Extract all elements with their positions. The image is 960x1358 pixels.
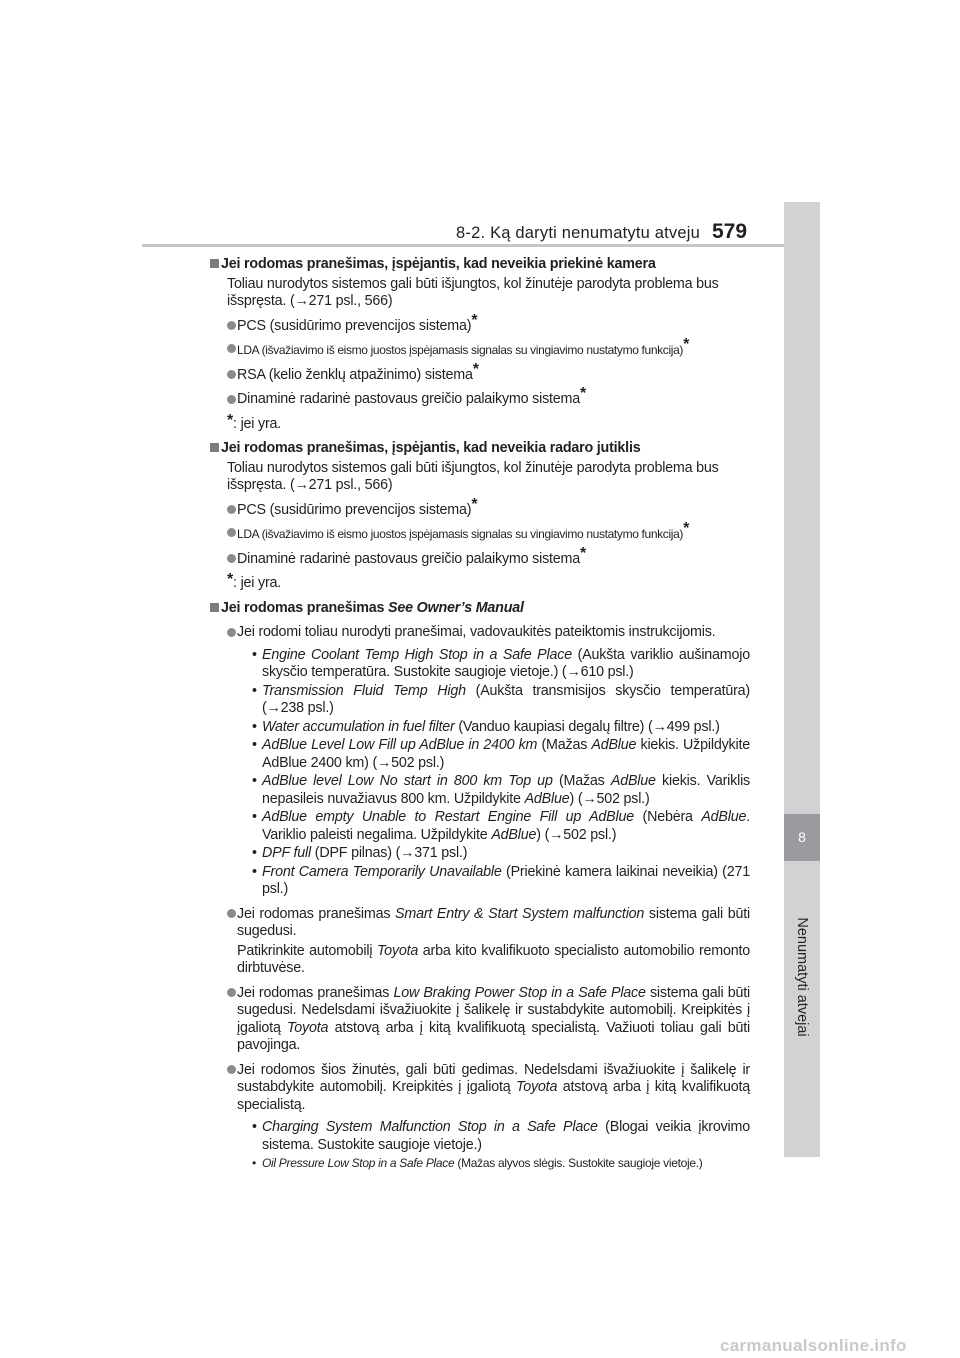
section-heading-see-owners-manual: Jei rodomas pranešimas See Owner’s Manual xyxy=(210,600,750,618)
list-item: LDA (išvažiavimo iš eismo juostos įspėjamasis signalas su vingiavimo nustatymo funkcija)* xyxy=(210,342,750,360)
message-item: • AdBlue empty Unable to Restart Engine Fill up AdBlue (Nebėra AdBlue. Variklio paleisti negalima. Užpildykite AdBlue) (→502 psl.) xyxy=(252,809,750,844)
asterisk-mark: * xyxy=(471,311,478,329)
asterisk-mark: * xyxy=(683,520,689,537)
list-item: PCS (susidūrimo prevencijos sistema)* xyxy=(210,318,750,336)
message-item: • Transmission Fluid Temp High (Aukšta transmisijos skysčio temperatūra) (→238 psl.) xyxy=(252,683,750,718)
message-item: • Oil Pressure Low Stop in a Safe Place (Mažas alyvos slėgis. Sustokite saugioje vietoje.) xyxy=(252,1155,750,1173)
list-item: Jei rodomas pranešimas Low Braking Power Stop in a Safe Place sistema gali būti sugedusi. Nedelsdami išvažiuokite į šalikelę ir sustabdykite automobilį. Kreipkitės į įgaliotą Toyota atstovą arba į kitą kvalifikuotą specialistą. Važiuoti toliau gali būti pavojinga. xyxy=(210,985,750,1055)
list-item: PCS (susidūrimo prevencijos sistema)* xyxy=(210,502,750,520)
section-heading-radar-sensor: Jei rodomas pranešimas, įspėjantis, kad neveikia radaro jutiklis xyxy=(210,440,750,458)
list-item: LDA (išvažiavimo iš eismo juostos įspėjamasis signalas su vingiavimo nustatymo funkcija)* xyxy=(210,526,750,544)
list-item: RSA (kelio ženklų atpažinimo) sistema* xyxy=(210,367,750,385)
asterisk-mark: * xyxy=(580,385,587,402)
message-list xyxy=(210,647,750,899)
list-item: Jei rodomos šios žinutės, gali būti gedimas. Nedelsdami išvažiuokite į šalikelę ir sustabdykite automobilį. Kreipkitės į įgaliotą Toyota atstovą arba į kitą kvalifikuotą specialistą. xyxy=(210,1062,750,1115)
footnote: *: jei yra. xyxy=(227,571,282,591)
section-intro: Toliau nurodytos sistemos gali būti išjungtos, kol žinutėje parodyta problema bus išspręsta. (→271 psl., 566) xyxy=(227,459,719,493)
list-item: Jei rodomas pranešimas Smart Entry & Start System malfunction sistema gali būti sugedusi. Patikrinkite automobilį Toyota arba kito kvalifikuoto specialisto automobilio remonto dirbtuvėse. xyxy=(210,906,750,978)
message-item: • Water accumulation in fuel filter (Vanduo kaupiasi degalų filtre) (→499 psl.) xyxy=(252,719,750,737)
watermark: carmanualsonline.info xyxy=(720,1336,907,1355)
chapter-title: Nenumatyti atvejai xyxy=(794,917,810,1037)
message-item: • Charging System Malfunction Stop in a Safe Place (Blogai veikia įkrovimo sistema. Sustokite saugioje vietoje.) xyxy=(252,1119,750,1154)
asterisk-mark: * xyxy=(580,544,587,562)
chapter-number: 8 xyxy=(784,814,820,861)
section-intro: Toliau nurodytos sistemos gali būti išjungtos, kol žinutėje parodyta problema bus išspręsta. (→271 psl., 566) xyxy=(227,275,719,309)
message-item: • Front Camera Temporarily Unavailable (Priekinė kamera laikinai neveikia) (271 psl.) xyxy=(252,864,750,899)
section-heading-front-camera: Jei rodomas pranešimas, įspėjantis, kad neveikia priekinė kamera xyxy=(210,256,750,274)
list-item: Dinaminė radarinė pastovaus greičio palaikymo sistema* xyxy=(210,391,750,409)
page-number: 579 xyxy=(712,220,748,243)
list-item: Jei rodomi toliau nurodyti pranešimai, vadovaukitės pateiktomis instrukcijomis. xyxy=(210,624,750,642)
asterisk-mark: * xyxy=(227,571,234,588)
page-content xyxy=(210,256,750,1173)
chapter-side-tab xyxy=(784,202,820,1157)
asterisk-mark: * xyxy=(472,360,479,378)
running-header: 8-2. Ką daryti nenumatytu atveju xyxy=(456,224,700,242)
asterisk-mark: * xyxy=(227,411,234,429)
message-item: • AdBlue Level Low Fill up AdBlue in 2400 km (Mažas AdBlue kiekis. Užpildykite AdBlue 2400 km) (→502 psl.) xyxy=(252,737,750,772)
asterisk-mark: * xyxy=(471,495,478,513)
message-item: • AdBlue level Low No start in 800 km Top up (Mažas AdBlue kiekis. Variklis nepasileis nuvažiavus 800 km. Užpildykite AdBlue) (→502 psl.) xyxy=(252,773,750,808)
footnote: *: jei yra. xyxy=(227,411,282,432)
message-item: • DPF full (DPF pilnas) (→371 psl.) xyxy=(252,845,750,863)
message-item: • Engine Coolant Temp High Stop in a Safe Place (Aukšta variklio aušinamojo skysčio temperatūra. Sustokite saugioje vietoje.) (→610 psl.) xyxy=(252,647,750,682)
header-rule xyxy=(142,244,790,247)
asterisk-mark: * xyxy=(683,336,689,353)
list-item: Dinaminė radarinė pastovaus greičio palaikymo sistema* xyxy=(210,551,750,569)
message-list xyxy=(210,1119,750,1173)
